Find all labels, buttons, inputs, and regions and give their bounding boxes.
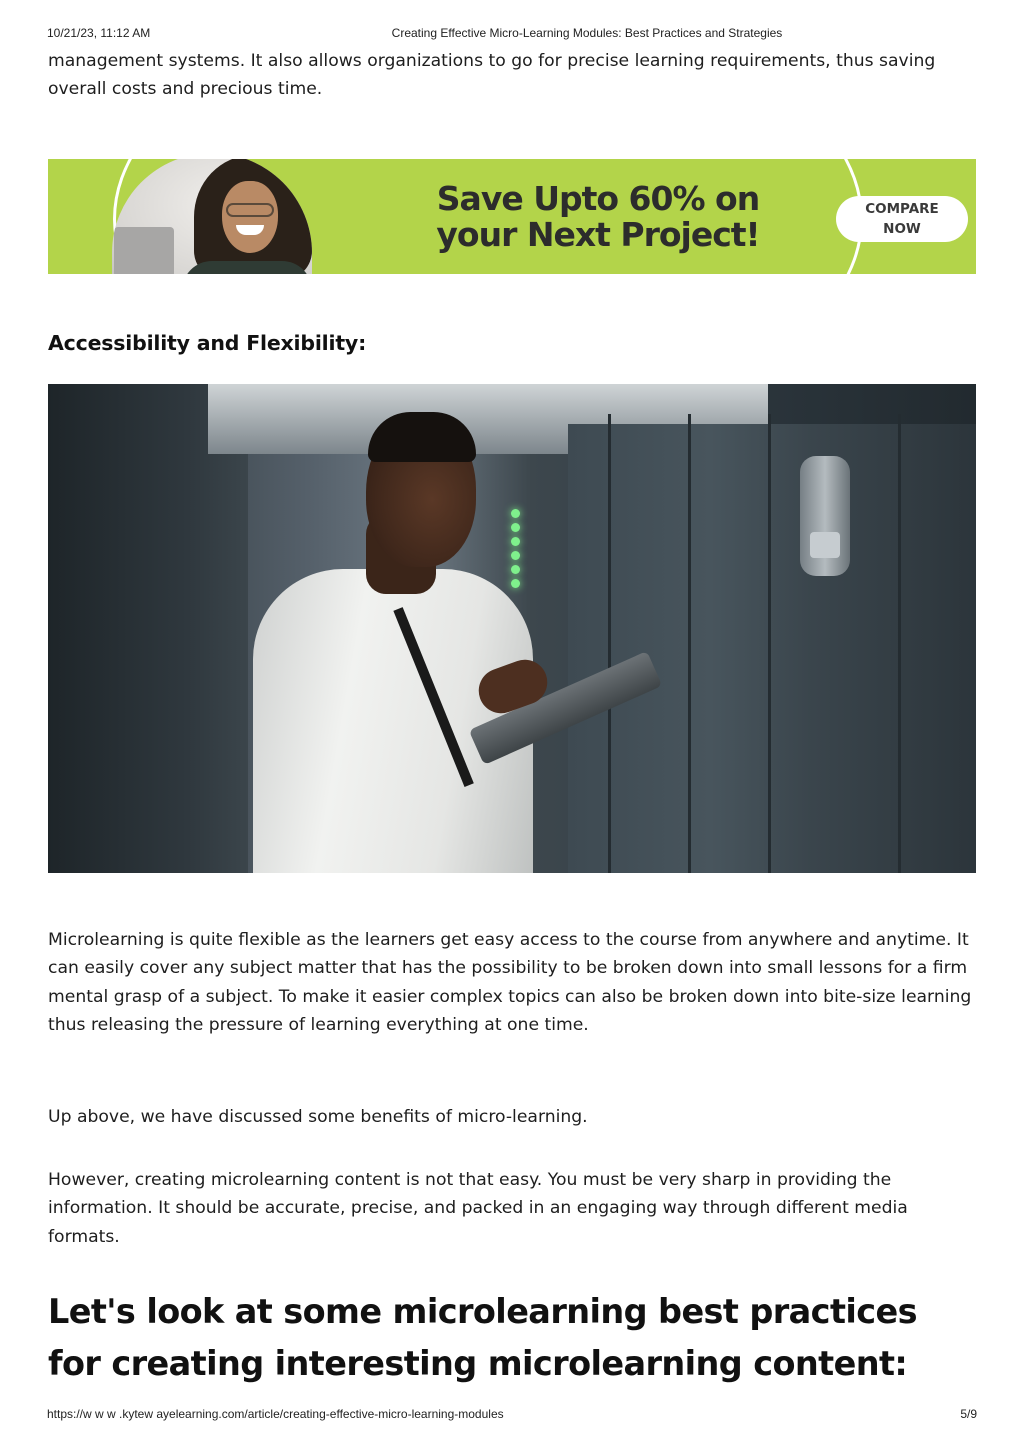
print-header <box>47 26 977 42</box>
body-paragraph-benefits: Up above, we have discussed some benefits of micro-learning. <box>48 1107 588 1127</box>
print-doc-title: Creating Effective Micro-Learning Modules: Best Practices and Strategies <box>391 26 783 40</box>
print-footer <box>47 1407 977 1423</box>
intro-paragraph: management systems. It also allows organizations to go for precise learning requirements, thus saving overall costs and precious time. <box>48 51 936 100</box>
promo-banner[interactable] <box>48 159 976 274</box>
body-paragraph-flexibility: Microlearning is quite flexible as the learners get easy access to the course from anywhere and anytime. It can easily cover any subject matter that has the possibility to be broken down into small lessons for a firm mental grasp of a subject. To make it easier complex topics can also be broken down into bite-size learning thus releasing the pressure of learning everything at one time. <box>48 930 972 1036</box>
server-room-photo <box>48 384 976 873</box>
body-paragraph-challenges: However, creating microlearning content is not that easy. You must be very sharp in providing the information. It should be accurate, precise, and packed in an engaging way through different media formats. <box>48 1170 908 1247</box>
compare-now-button[interactable]: COMPARE NOW <box>836 196 968 242</box>
print-datetime: 10/21/23, 11:12 AM <box>47 26 151 40</box>
print-page-number: 5/9 <box>960 1407 977 1421</box>
print-url: https://w w w .kytew ayelearning.com/article/creating-effective-micro-learning-modules <box>47 1407 504 1421</box>
section-heading: Accessibility and Flexibility: <box>48 331 367 355</box>
banner-headline: Save Upto 60% on your Next Project! <box>436 179 760 254</box>
best-practices-heading: Let's look at some microlearning best practices for creating interesting microlearning content: <box>48 1292 917 1383</box>
